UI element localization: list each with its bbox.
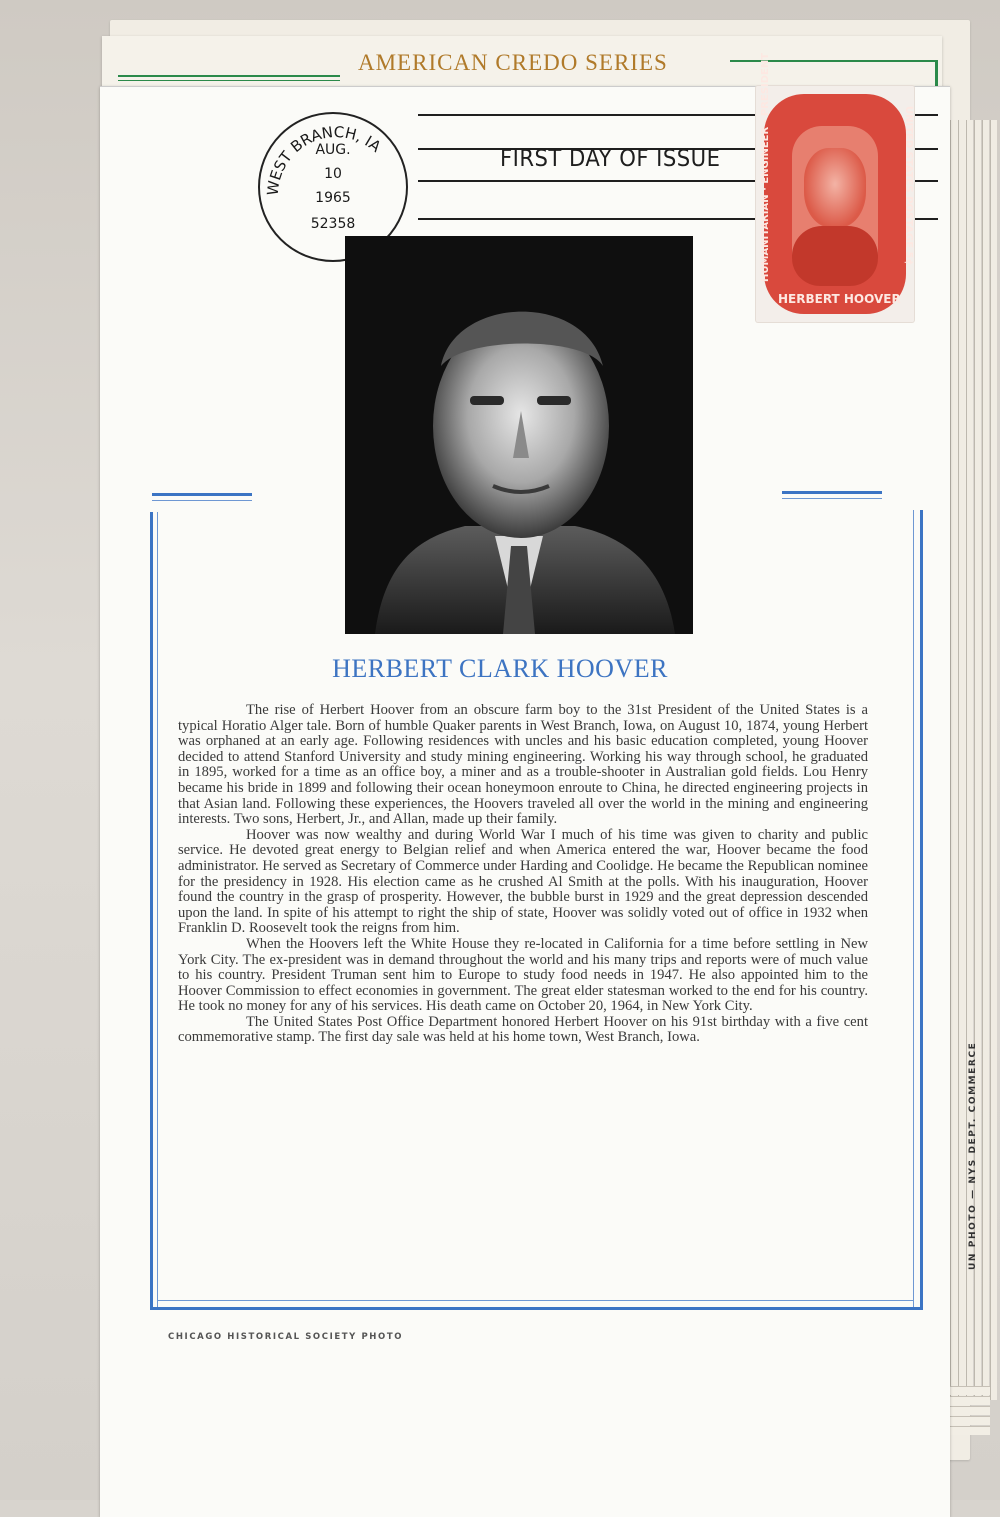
bio-paragraph: The United States Post Office Department honored Herbert Hoover on his 91st birthday with a five cent commemorative stamp. The first day sale was held at his home town, West Branch, Iowa. [178,1013,868,1046]
postmark-zip: 52358 [310,216,356,232]
postmark-year: 1965 [315,190,351,206]
frame-top-left-rule-thin [152,500,252,501]
frame-right-rule [920,510,923,1307]
subject-name-title: HERBERT CLARK HOOVER [332,654,668,683]
stamp-portrait-icon [792,126,878,286]
photo-credit: CHICAGO HISTORICAL SOCIETY PHOTO [168,1332,404,1342]
postmark-day: 10 [324,166,342,182]
bio-paragraph: When the Hoovers left the White House they re-located in California for a time before settling in New York City. The ex-president was in demand throughout the world and his many trips and reports were of much value to his country. President Truman sent him to Europe to study food needs in 1947. He also appointed him to the Hoover Commission to effect economies in government. The great elder statesman worked to the end for his country. He took no money for any of his services. His death came on October 20, 1964, in New York City. [178,935,868,1015]
postage-stamp [756,52,914,322]
frame-top-right-rule [782,491,882,494]
portrait-photo [345,236,693,634]
svg-text:WEST BRANCH, IA [264,123,385,196]
frame-top-left-rule [152,493,252,496]
frame-right-rule-thin [913,510,914,1307]
herbert-hoover-portrait-icon [345,236,693,634]
frame-bottom-rule-thin [158,1300,914,1301]
postmark-city: WEST BRANCH, IA [263,122,385,197]
side-photo-credit: UN PHOTO — NYS DEPT. COMMERCE [968,1041,978,1270]
frame-left-rule-thin [157,512,158,1307]
series-title: AMERICAN CREDO SERIES [358,50,668,75]
postmark-month: AUG. [315,142,351,158]
bio-paragraph: Hoover was now wealthy and during World War I much of his time was given to charity and public service. He devoted great energy to Belgian relief and when America entered the war, Hoover became the food administrator. He served as Secretary of Commerce under Harding and Coolidge. He became the Republican nominee for the presidency in 1928. His election came as he crushed Al Smith at the polls. With his inauguration, Hoover found the country in the grasp of prosperity. However, the bubble burst in 1929 and the great depression descended upon the land. In spite of his attempt to right the ship of state, Hoover was solidly voted out of office in 1932 when Franklin D. Roosevelt took the reigns from him. [178,826,868,937]
frame-bottom-rule [150,1307,923,1310]
series-rule-left [118,75,340,81]
stamp-left-text: HUMANITARIAN · ENGINEER · PRESIDENT [760,52,771,282]
bio-paragraph: The rise of Herbert Hoover from an obscure farm boy to the 31st President of the United States is a typical Horatio Alger tale. Born of humble Quaker parents in West Branch, Iowa, on August 10, 1874, young Herbert was orphaned at an early age. Following residences with uncles and his basic education completed, young Hoover decided to attend Stanford University and study mining engineering. Working his way through school, he graduated in 1895, worked for a time as an office boy, a miner and as a trouble-shooter in Australian gold fields. Lou Henry became his bride in 1899 and following their ocean honeymoon enroute to China, he directed engineering projects in that Asian land. Following these experiences, the Hoovers traveled all over the world in the mining and engineering interests. Two sons, Herbert, Jr., and Allan, made up their family. [178,702,868,828]
stamp-bottom-text: HERBERT HOOVER [778,292,901,306]
stamp-right-text: UNITED STATES POSTAGE 5¢ [903,106,914,266]
first-day-of-issue-text: FIRST DAY OF ISSUE [500,146,721,172]
frame-left-rule [150,512,153,1307]
frame-top-right-rule-thin [782,498,882,499]
biography-text [178,703,868,1046]
stamp-frame [760,52,914,314]
